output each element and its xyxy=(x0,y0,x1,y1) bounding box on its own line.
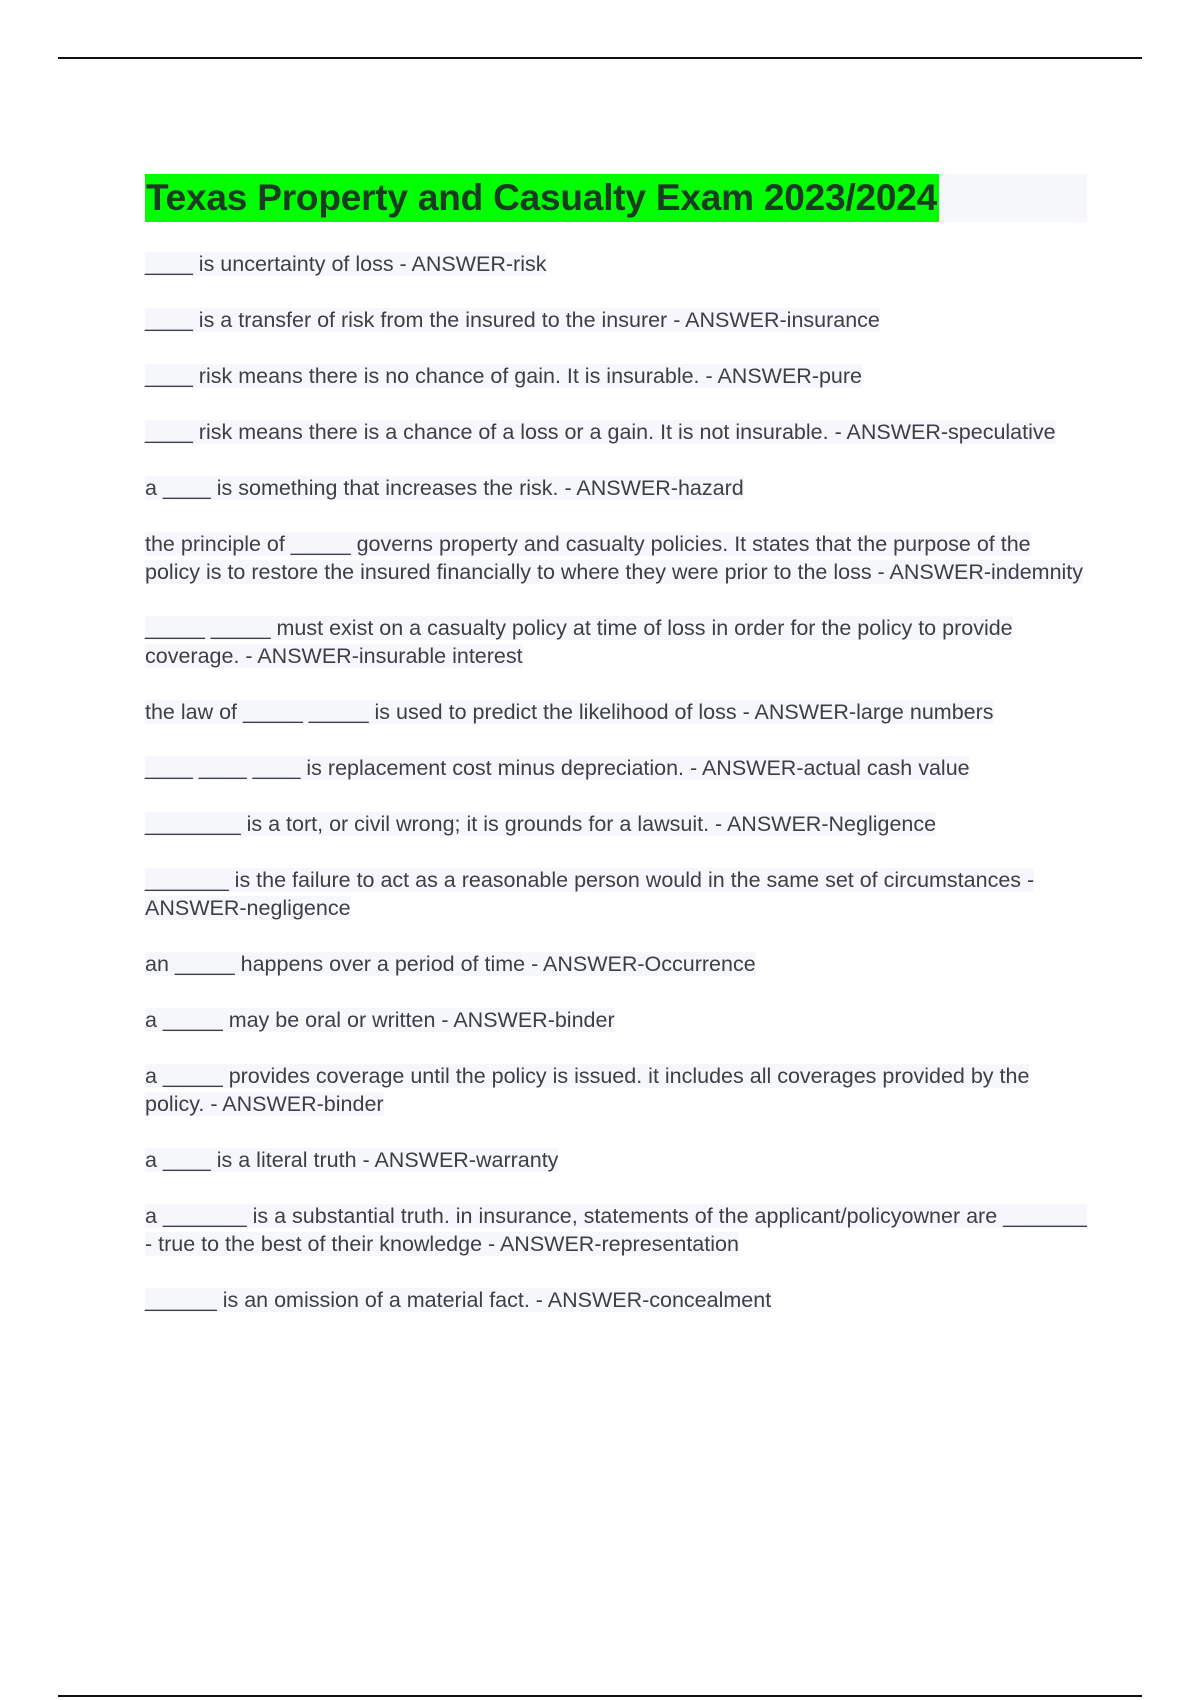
qa-item: _______ is the failure to act as a reasonable person would in the same set of circumstances - ANSWER-negligence xyxy=(145,868,1035,920)
qa-item: ______ is an omission of a material fact. - ANSWER-concealment xyxy=(145,1288,772,1312)
qa-item: a ____ is a literal truth - ANSWER-warranty xyxy=(145,1148,559,1172)
qa-item: ____ is uncertainty of loss - ANSWER-risk xyxy=(145,252,547,276)
top-rule xyxy=(58,57,1142,59)
document-body xyxy=(145,174,1090,1342)
qa-item: a _____ provides coverage until the policy is issued. it includes all coverages provided by the policy. - ANSWER-binder xyxy=(145,1064,1030,1116)
title-bar xyxy=(145,174,1087,222)
qa-item: a _____ may be oral or written - ANSWER-binder xyxy=(145,1008,615,1032)
qa-item: the law of _____ _____ is used to predict the likelihood of loss - ANSWER-large numbers xyxy=(145,700,994,724)
qa-item: a _______ is a substantial truth. in insurance, statements of the applicant/policyowner are _______ - true to the best of their knowledge - ANSWER-representation xyxy=(145,1204,1087,1256)
qa-item: ________ is a tort, or civil wrong; it is grounds for a lawsuit. - ANSWER-Negligence xyxy=(145,812,937,836)
document-title: Texas Property and Casualty Exam 2023/2024 xyxy=(145,174,939,222)
qa-item: ____ risk means there is a chance of a loss or a gain. It is not insurable. - ANSWER-speculative xyxy=(145,420,1056,444)
qa-item: ____ risk means there is no chance of gain. It is insurable. - ANSWER-pure xyxy=(145,364,863,388)
qa-item: the principle of _____ governs property and casualty policies. It states that the purpose of the policy is to restore the insured financially to where they were prior to the loss - ANSWER-indemnity xyxy=(145,532,1084,584)
qa-item: an _____ happens over a period of time - ANSWER-Occurrence xyxy=(145,952,756,976)
qa-item: a ____ is something that increases the risk. - ANSWER-hazard xyxy=(145,476,744,500)
qa-item: _____ _____ must exist on a casualty policy at time of loss in order for the policy to provide coverage. - ANSWER-insurable interest xyxy=(145,616,1013,668)
qa-item: ____ ____ ____ is replacement cost minus depreciation. - ANSWER-actual cash value xyxy=(145,756,970,780)
qa-item: ____ is a transfer of risk from the insured to the insurer - ANSWER-insurance xyxy=(145,308,880,332)
bottom-rule xyxy=(58,1695,1142,1697)
